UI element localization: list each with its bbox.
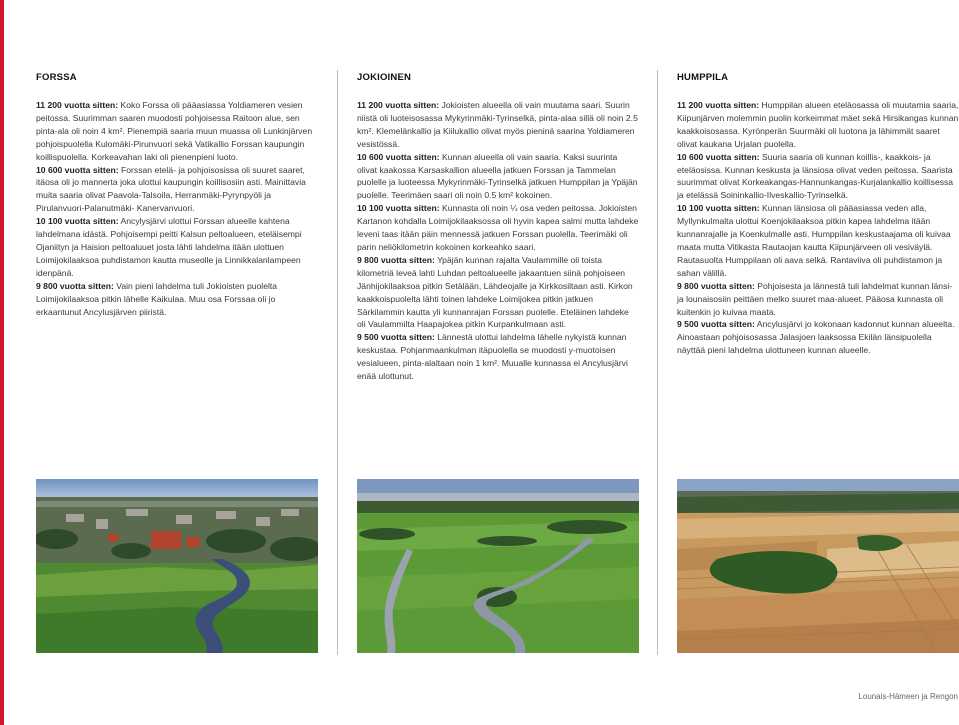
- paragraph-lead: 9 800 vuotta sitten:: [357, 254, 435, 265]
- red-edge-bar: [0, 0, 4, 725]
- paragraph-lead: 10 600 vuotta sitten:: [36, 164, 119, 175]
- aerial-photo-forssa: [36, 479, 318, 653]
- paragraph-text: Lännestä ulottui lahdelma lähelle nykyistä kunnan keskustaa. Pohjanmaankulman itäpuolella se muodosti y-muotoisen vesialueen, pinta-alaltaan noin 1 km². Muualle kunnassa ei Ancylusjärvi enää ulottunut.: [357, 332, 628, 382]
- paragraph-text: Ancylusjärvi jo kokonaan kadonnut kunnan alueelta. Ainoastaan pohjoisosassa Jalasjoen laaksossa Ekilän länsipuolella näyttää pieni lahdelma ulottuneen kunnan alueelle.: [677, 319, 955, 356]
- paragraph-lead: 11 200 vuotta sitten:: [357, 100, 440, 110]
- paragraph: [36, 215, 318, 280]
- aerial-photo-jokioinen: [357, 479, 639, 653]
- paragraph-text: Kunnan alueella oli vain saaria. Kaksi suurinta olivat kaakossa Karsaskallion alueella jatkuen Forssan ja Tammelan puolelle ja luoteessa Mykyrinmäki-Tyrinselkä jatkuen Humppilan ja Ypäjän puolelle. Teerimäen saari oli noin 0.5 km² kokoinen.: [357, 151, 638, 201]
- paragraph: [677, 318, 959, 357]
- paragraph: [677, 202, 959, 279]
- paragraph-lead: 11 200 vuotta sitten:: [36, 100, 119, 110]
- paragraph-lead: 9 800 vuotta sitten:: [36, 280, 114, 291]
- column-humppila: [677, 72, 959, 357]
- paragraph: [357, 254, 639, 331]
- paragraph: [677, 151, 959, 203]
- paragraph-text: Jokioisten alueella oli vain muutama saari. Suurin niistä oli luoteisosassa Mykyrinmäki-Tyrinselkä, pinta-alaa sillä oli noin 2.5 km². Klemelänkallio ja Kiilukallio olivat myös pieninä saarina Yoldiameren vesistössä.: [357, 100, 638, 149]
- paragraph: [36, 99, 318, 164]
- paragraph-lead: 10 100 vuotta sitten:: [357, 203, 440, 214]
- paragraph: [357, 99, 639, 151]
- paragraph-text: Kunnan länsiosa oli pääasiassa veden alla, Myllynkulmalta ulottui Koenjokilaaksoa pitkin kapea lahdelma itään kunnanrajalle ja Koenkulmalle asti. Humppilan keskustaajama oli kuivaa maata mutta Vitikasta Rautaojan kautta Kiipunjärveen oli vesiväylä. Rautasuolta Humppilaan oli aava selkä. Rantaviiva oli puhdistamon ja sahan välillä.: [677, 203, 951, 278]
- column-title: JOKIOINEN: [357, 72, 412, 83]
- paragraph-text: Kunnasta oli noin ¼ osa veden peitossa. Jokioisten Kartanon kohdalla Loimijokilaaksossa oli hyvin kapea salmi mutta lahdeke leveni taas itään päin mennessä jatkuen Forssan puolella. Teerimäki oli parin neliökilometrin kokoinen korkeahko saari.: [357, 203, 639, 252]
- column-divider: [337, 70, 338, 655]
- paragraph-text: Humppilan alueen eteläosassa oli muutamia saaria, Kiipunjärven molemmin puolin korkeimmat mäet sekä Hirsikangas kunnan kaakkoisosassa. Kyrönperän Suurmäki oli luotona ja lähimmät saaret olivat kaukana Urjalan puolella.: [677, 100, 959, 149]
- paragraph-lead: 9 500 vuotta sitten:: [677, 319, 755, 330]
- paragraph-text: Ypäjän kunnan rajalta Vaulammille oli toista kilometriä leveä lahti Luhdan peltoalueelle jakaantuen siinä pohjoiseen Jänhijokilaaksoa pitkin Setälään, Lähdeojalle ja Kirkkosiltaan asti. Kirkon kaakkoispuolelta lähti toinen lahdeke Loimijokea pitkin jatkuen Särkilammin kautta yli kunnanrajan Forssan puolelle. Eteläinen lahdeke oli Vaulammilta Haapajokea pitkin Kurpankulmaan asti.: [357, 254, 633, 330]
- paragraph-text: Pohjoisesta ja lännestä tuli lahdelmat kunnan länsi- ja lounaisosiin peittäen melko suuret maa-alueet. Pääosa kunnasta oli kuitenkin jo kuivaa maata.: [677, 280, 953, 317]
- column-title: HUMPPILA: [677, 72, 729, 83]
- paragraph: [357, 331, 639, 383]
- aerial-photo-humppila: [677, 479, 959, 653]
- paragraph-lead: 10 600 vuotta sitten:: [357, 151, 440, 162]
- paragraph-lead: 11 200 vuotta sitten:: [677, 100, 760, 110]
- column-divider: [657, 70, 658, 655]
- paragraph-text: Koko Forssa oli pääasiassa Yoldiameren vesien peitossa. Suurimman saaren muodosti pohjoisessa Raitoon alue, sen pinta-ala oli noin 4 km². Pienempiä saaria muun muassa oli Lunkinjärven pohjoispuolella Kulomäki-Pirunvuori sekä Vatikallio Forssan kaupungin koillispuolella. Korkeavahan laki oli pienenpieni luoto.: [36, 100, 313, 162]
- paragraph-lead: 10 100 vuotta sitten:: [677, 203, 760, 214]
- paragraph-text: Suuria saaria oli kunnan koillis-, kaakkois- ja eteläosissa. Kunnan keskusta ja länsiosa olivat veden peitossa. Saarista suurimmat olivat Korkeakangas-Hannunkangas-Kurjalankallio koillisessa ja etelässä Soininkallio-Ilveskallio-Tyrinselkä.: [677, 151, 954, 201]
- paragraph-text: Ancylysjärvi ulottui Forssan alueelle kahtena lahdelmana idästä. Pohjoisempi peitti Kalsun peltoalueen, eteläisempi Ojaniityn ja Haision peltoaluuet josta lähti lahdelma itään ulottuen Loimijokilaaksoa puhdistamon kautta museolle ja Linnikkalanlampeen idenpänä.: [36, 216, 302, 278]
- paragraph-lead: 9 500 vuotta sitten:: [357, 332, 435, 343]
- paragraph: [357, 202, 639, 254]
- column-title: FORSSA: [36, 72, 77, 83]
- column-forssa: [36, 72, 318, 318]
- paragraph-lead: 9 800 vuotta sitten:: [677, 280, 755, 291]
- paragraph-text: Forssan etelä- ja pohjoisosissa oli suuret saaret, itäosa oli jo mannerta joka ulottui kaupungin koillisosiin asti. Mainittavia muita saaria olivat Paavola-Talsoila, Herranmäki-Pyrynpyöli ja Pirulanvuori-Palanutmäki- Kanervanvuori.: [36, 164, 306, 214]
- paragraph: [677, 99, 959, 151]
- paragraph: [357, 151, 639, 203]
- column-jokioinen: [357, 72, 639, 383]
- paragraph-lead: 10 600 vuotta sitten:: [677, 151, 760, 162]
- paragraph: [36, 280, 318, 319]
- paragraph-text: Vain pieni lahdelma tuli Jokioisten puolelta Loimijokilaaksoa pitkin lähelle Kaikulaa. Muu osa Forssaa oli jo erkaantunut Ancylusjärven piiristä.: [36, 280, 278, 317]
- paragraph: [36, 164, 318, 216]
- paragraph-lead: 10 100 vuotta sitten:: [36, 216, 119, 227]
- page-footer: Lounais-Hämeen ja Rengon: [858, 692, 958, 701]
- paragraph: [677, 280, 959, 319]
